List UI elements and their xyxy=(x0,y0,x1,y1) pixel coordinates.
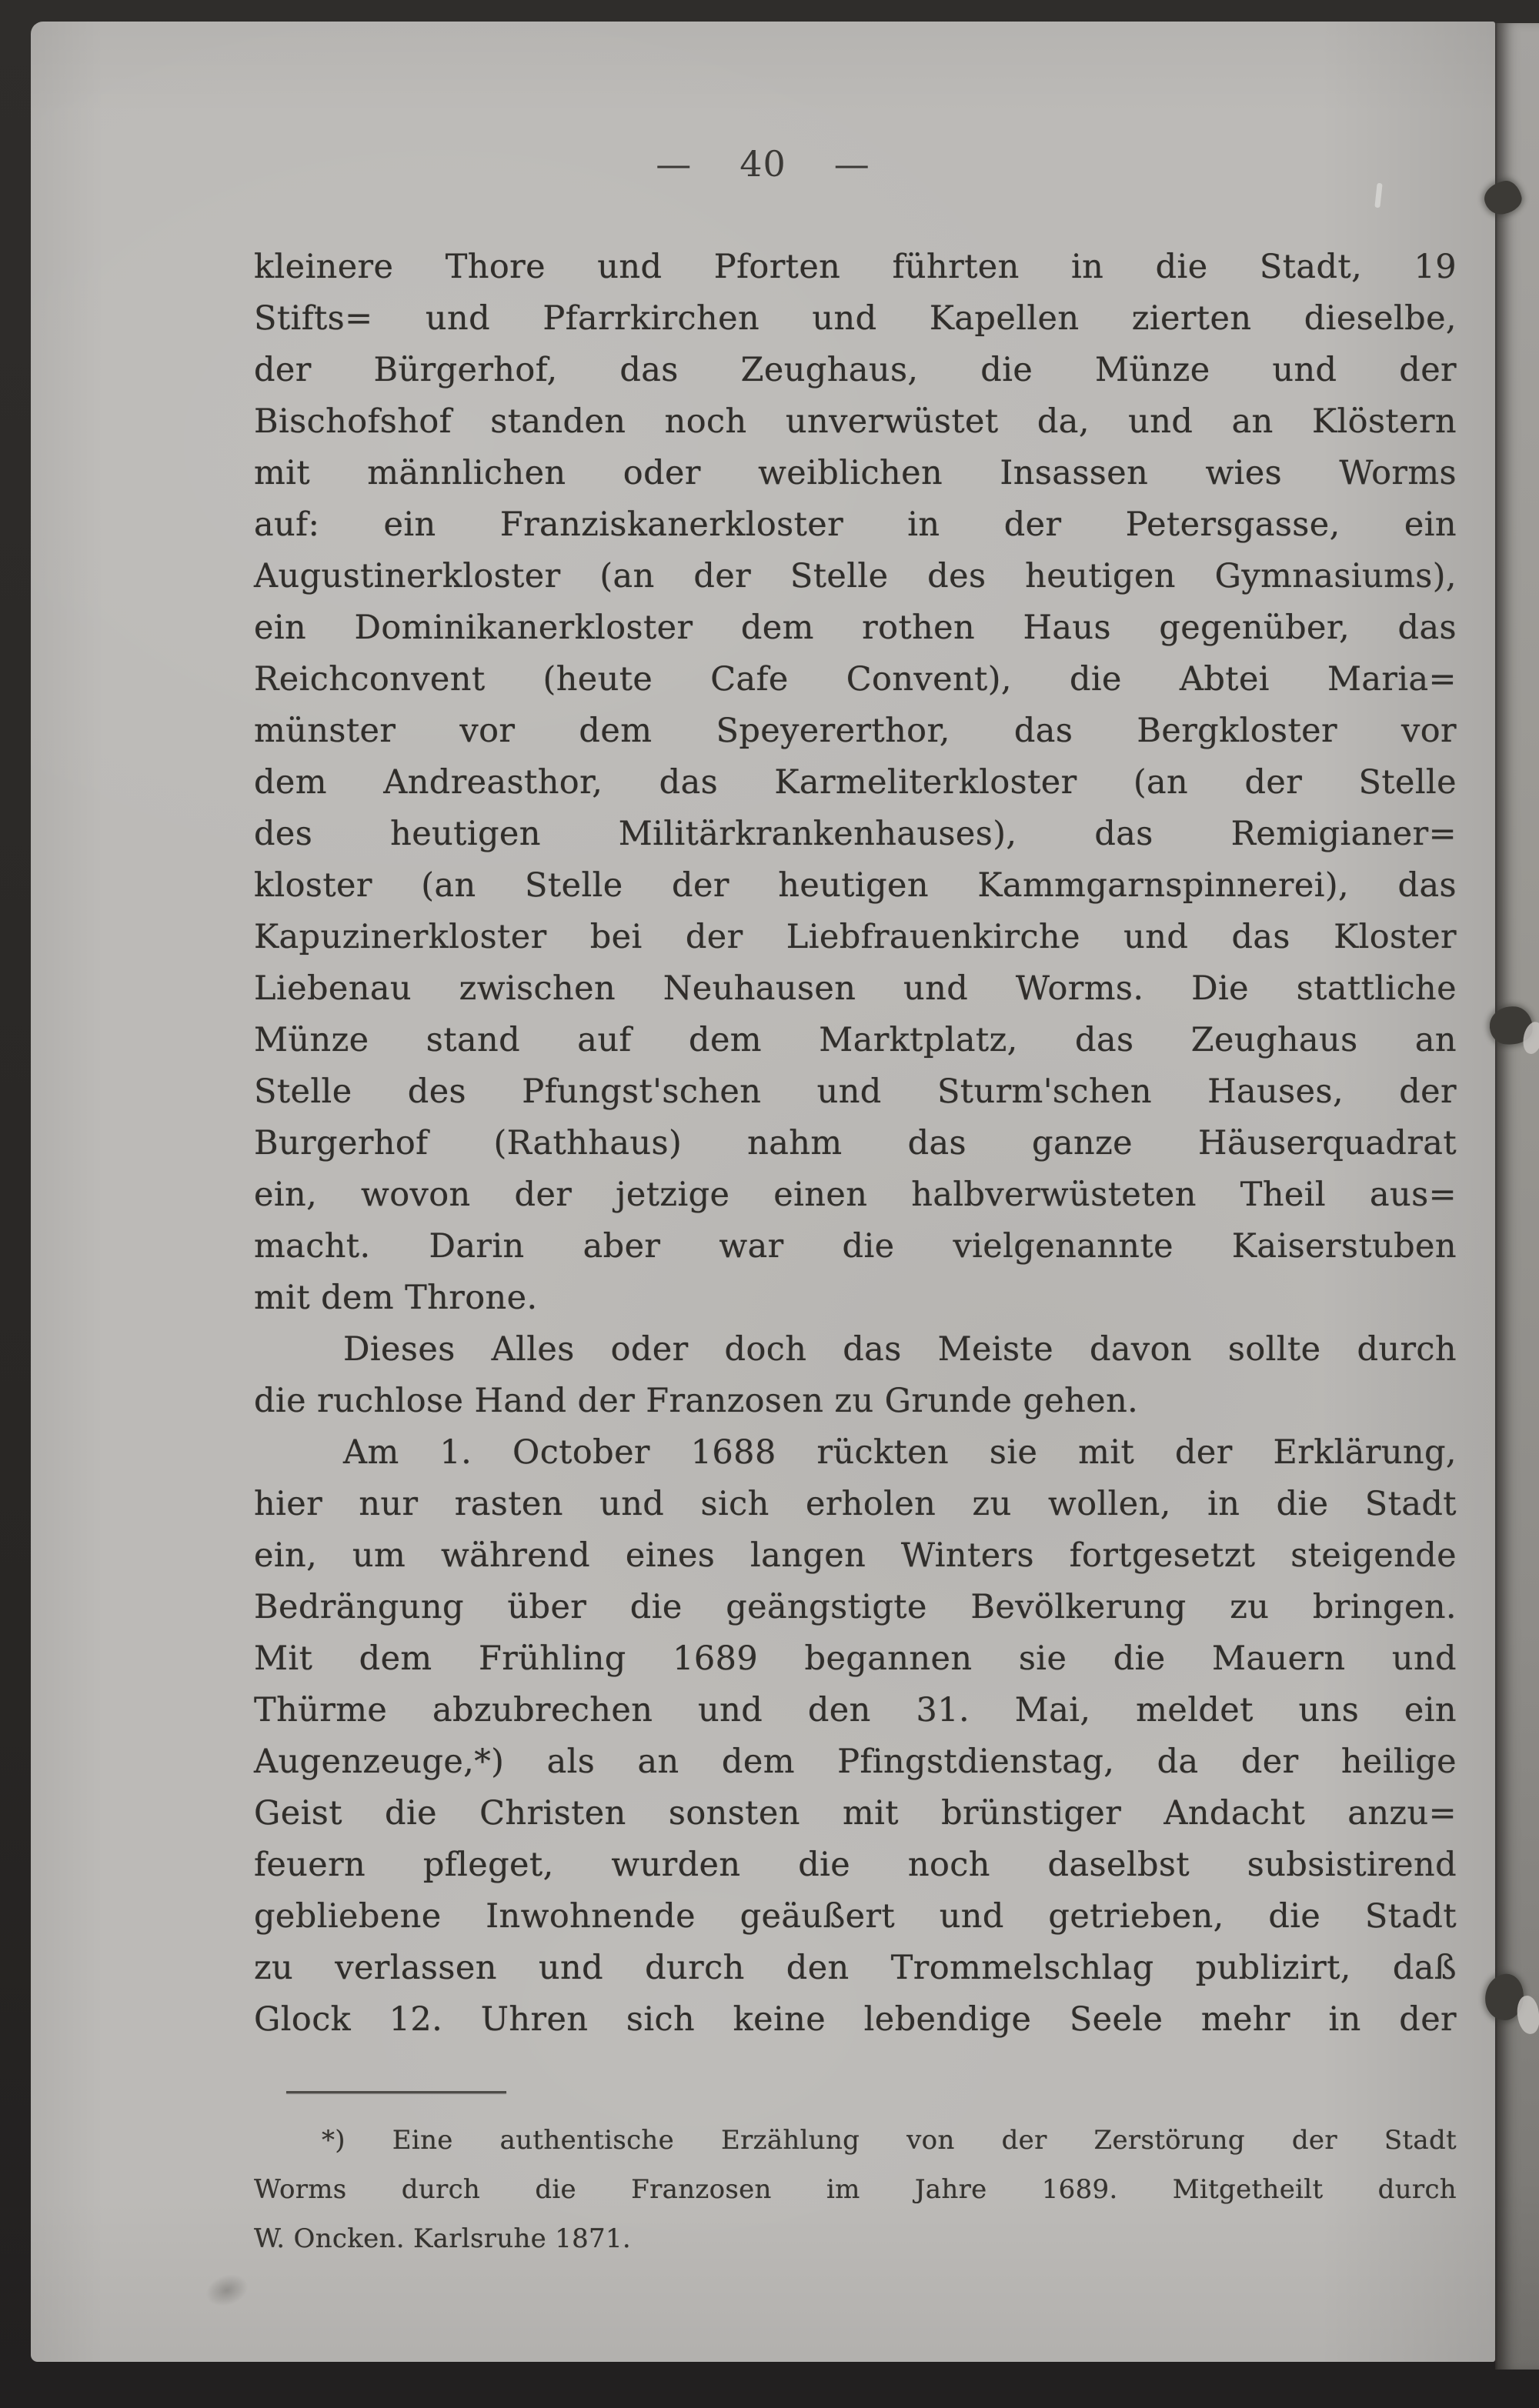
text-line: Mit dem Frühling 1689 begannen sie die Mauern und xyxy=(254,1639,1457,1678)
footnote-line: *) Eine authentische Erzählung von der Zerstörung der Stadt xyxy=(322,2125,1457,2156)
footnote-text xyxy=(254,2116,1457,2263)
text-line: ein Dominikanerkloster dem rothen Haus gegenüber, das xyxy=(254,609,1457,647)
text-line: kleinere Thore und Pforten führten in die Stadt, 19 xyxy=(254,248,1457,286)
text-line: Geist die Christen sonsten mit brünstiger Andacht anzu= xyxy=(254,1794,1457,1833)
text-line: gebliebene Inwohnende geäußert und getrieben, die Stadt xyxy=(254,1897,1457,1936)
text-line: Augenzeuge,*) als an dem Pfingstdienstag, da der heilige xyxy=(254,1743,1457,1781)
text-line: hier nur rasten und sich erholen zu wollen, in die Stadt xyxy=(254,1485,1457,1523)
text-line: die ruchlose Hand der Franzosen zu Grunde gehen. xyxy=(254,1382,1139,1420)
text-line: Kapuzinerkloster bei der Liebfrauenkirche und das Kloster xyxy=(254,918,1457,956)
text-line: des heutigen Militärkrankenhauses), das Remigianer= xyxy=(254,815,1457,853)
text-line: Burgerhof (Rathhaus) nahm das ganze Häuserquadrat xyxy=(254,1124,1457,1162)
text-line: Stelle des Pfungst'schen und Sturm'schen Hauses, der xyxy=(254,1072,1457,1111)
text-line: Thürme abzubrechen und den 31. Mai, meldet uns ein xyxy=(254,1691,1457,1729)
footnote-line: Worms durch die Franzosen im Jahre 1689. Mitgetheilt durch xyxy=(254,2174,1457,2205)
text-line: Münze stand auf dem Marktplatz, das Zeughaus an xyxy=(254,1021,1457,1059)
text-line: zu verlassen und durch den Trommelschlag publizirt, daß xyxy=(254,1949,1457,1987)
text-line: Stifts= und Pfarrkirchen und Kapellen zierten dieselbe, xyxy=(254,299,1457,338)
text-line: mit dem Throne. xyxy=(254,1279,538,1317)
book-page xyxy=(31,22,1495,2362)
text-line: Reichconvent (heute Cafe Convent), die Abtei Maria= xyxy=(254,660,1457,699)
footnote-rule xyxy=(286,2091,506,2093)
text-line: Dieses Alles oder doch das Meiste davon sollte durch xyxy=(343,1330,1457,1369)
text-line: Am 1. October 1688 rückten sie mit der Erklärung, xyxy=(343,1433,1457,1472)
footnote-line: W. Oncken. Karlsruhe 1871. xyxy=(254,2223,632,2254)
text-line: münster vor dem Speyererthor, das Bergkloster vor xyxy=(254,712,1457,750)
text-line: ein, um während eines langen Winters fortgesetzt steigende xyxy=(254,1536,1457,1575)
text-line: Augustinerkloster (an der Stelle des heutigen Gymnasiums), xyxy=(254,557,1457,595)
body-text xyxy=(254,242,1457,2046)
text-line: macht. Darin aber war die vielgenannte Kaiserstuben xyxy=(254,1227,1457,1266)
text-line: ein, wovon der jetzige einen halbverwüsteten Theil aus= xyxy=(254,1176,1457,1214)
text-line: mit männlichen oder weiblichen Insassen wies Worms xyxy=(254,454,1457,492)
page-number: 40 xyxy=(739,143,786,185)
text-line: feuern pfleget, wurden die noch daselbst subsistirend xyxy=(254,1846,1457,1884)
text-line: Bischofshof standen noch unverwüstet da, und an Klöstern xyxy=(254,402,1457,441)
text-line: Bedrängung über die geängstigte Bevölkerung zu bringen. xyxy=(254,1588,1457,1626)
text-line: auf: ein Franziskanerkloster in der Petersgasse, ein xyxy=(254,505,1457,544)
text-line: Glock 12. Uhren sich keine lebendige Seele mehr in der xyxy=(254,2000,1457,2039)
text-line: dem Andreasthor, das Karmeliterkloster (an der Stelle xyxy=(254,763,1457,802)
text-line: der Bürgerhof, das Zeughaus, die Münze und der xyxy=(254,351,1457,389)
text-line: Liebenau zwischen Neuhausen und Worms. Die stattliche xyxy=(254,969,1457,1008)
page-header xyxy=(31,143,1495,185)
header-left-dash: — xyxy=(656,143,693,185)
header-right-dash: — xyxy=(833,143,870,185)
text-line: kloster (an Stelle der heutigen Kammgarnspinnerei), das xyxy=(254,866,1457,905)
